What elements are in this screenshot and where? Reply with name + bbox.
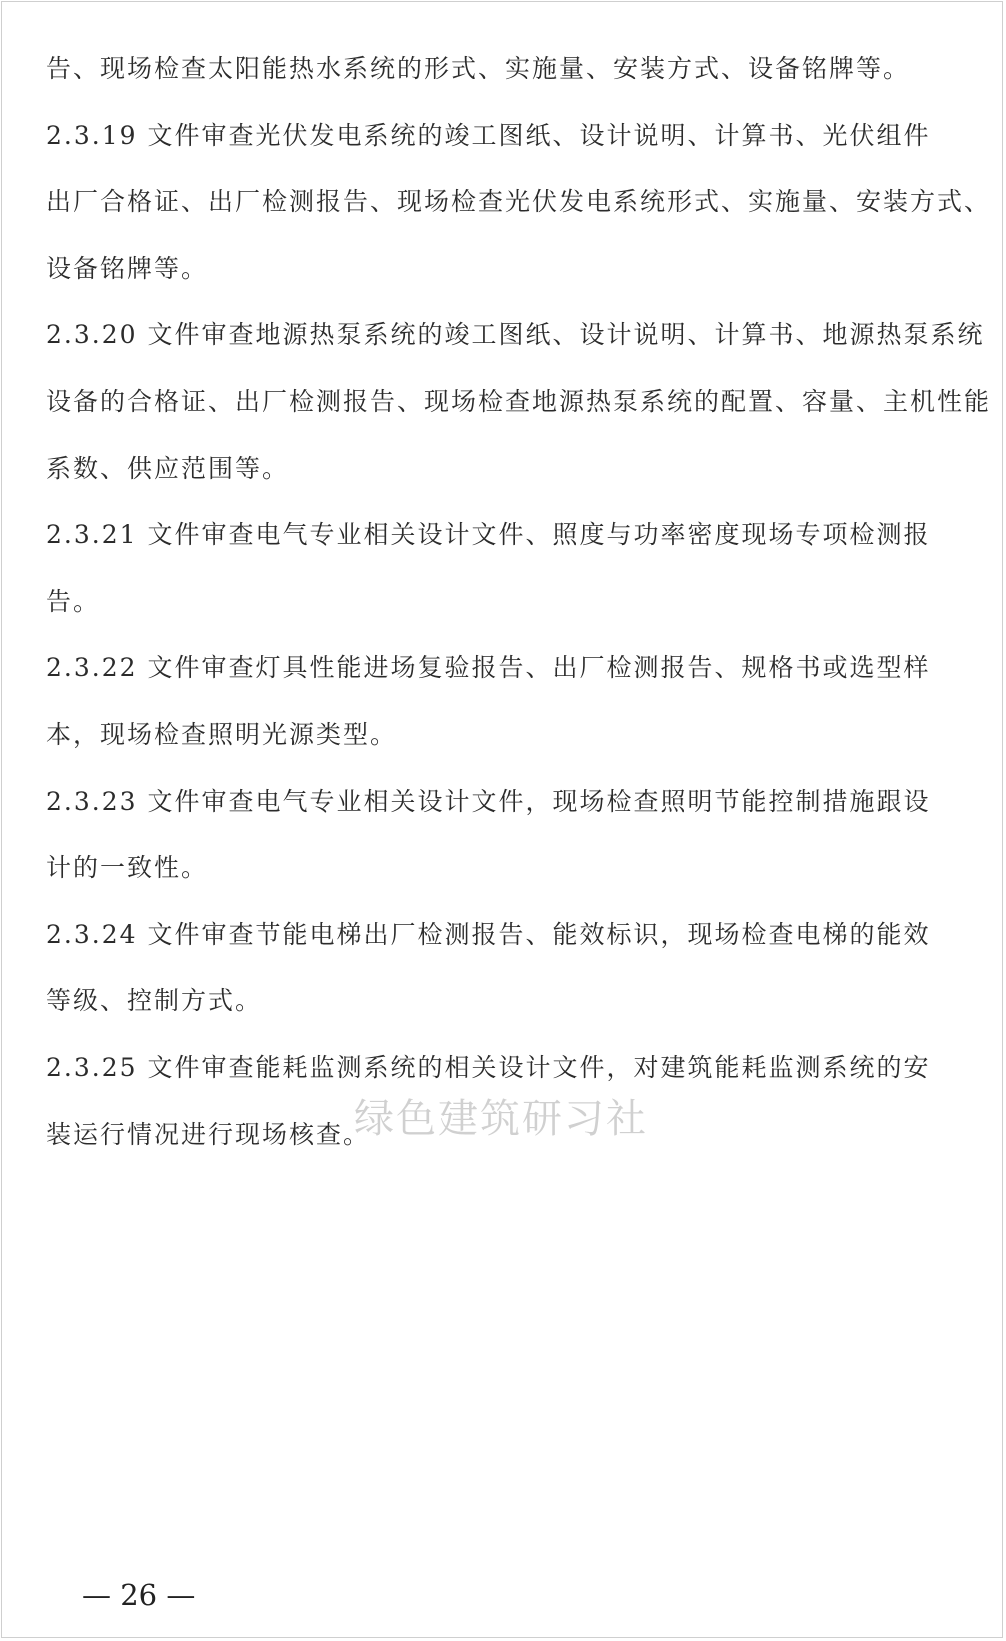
text-line: 2.3.24 文件审查节能电梯出厂检测报告、能效标识，现场检查电梯的能效 <box>46 919 931 949</box>
document-page <box>1 1 1003 1638</box>
document-body <box>46 46 992 1178</box>
text-line: 2.3.21 文件审查电气专业相关设计文件、照度与功率密度现场专项检测报 <box>46 520 931 550</box>
text-line: 2.3.20 文件审查地源热泵系统的竣工图纸、设计说明、计算书、地源热泵系统 <box>46 320 985 350</box>
text-line: 设备铭牌等。 <box>46 253 209 283</box>
text-line: 设备的合格证、出厂检测报告、现场检查地源热泵系统的配置、容量、主机性能 <box>46 386 992 416</box>
text-line: 告、现场检查太阳能热水系统的形式、实施量、安装方式、设备铭牌等。 <box>46 54 911 83</box>
page-number: — 26 — <box>82 1578 196 1612</box>
watermark-text: 绿色建筑研习社 <box>354 1096 648 1142</box>
text-line: 告。 <box>46 586 101 616</box>
text-line: 2.3.23 文件审查电气专业相关设计文件，现场检查照明节能控制措施跟设 <box>46 786 931 816</box>
text-line: 系数、供应范围等。 <box>46 453 290 483</box>
text-line: 2.3.19 文件审查光伏发电系统的竣工图纸、设计说明、计算书、光伏组件 <box>46 120 931 150</box>
text-line: 计的一致性。 <box>46 853 209 883</box>
text-line: 本，现场检查照明光源类型。 <box>46 719 398 749</box>
text-line: 2.3.25 文件审查能耗监测系统的相关设计文件，对建筑能耗监测系统的安 <box>46 1052 931 1082</box>
text-line: 等级、控制方式。 <box>46 986 263 1016</box>
text-line: 出厂合格证、出厂检测报告、现场检查光伏发电系统形式、实施量、安装方式、 <box>46 187 992 217</box>
text-line: 装运行情况进行现场核查。 <box>46 1119 371 1149</box>
text-line: 2.3.22 文件审查灯具性能进场复验报告、出厂检测报告、规格书或选型样 <box>46 653 931 683</box>
